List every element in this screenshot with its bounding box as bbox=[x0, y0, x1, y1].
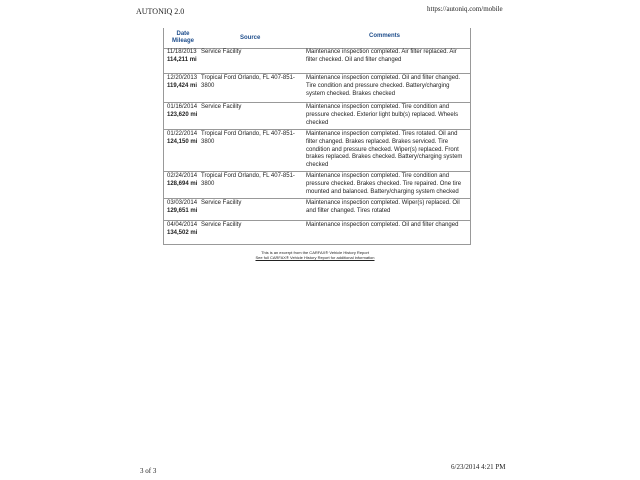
comments-header: Comments bbox=[369, 33, 401, 39]
date-cell: 12/20/2013 119,424 mi bbox=[167, 75, 198, 89]
date-mileage-header bbox=[168, 31, 198, 45]
source-header: Source bbox=[240, 35, 261, 41]
source-cell: Tropical Ford Orlando, FL 407-851-3800 bbox=[201, 75, 295, 89]
table-row bbox=[164, 74, 470, 103]
excerpt-text: This is an excerpt from the CARFAX® Vehicle History Report bbox=[261, 250, 369, 255]
mileage-header: Mileage bbox=[171, 38, 194, 44]
comments-cell: Maintenance inspection completed. Wiper(s) replaced. Oil and filter changed. Tires rotated bbox=[306, 200, 460, 214]
date-cell: 04/04/2014 134,502 mi bbox=[167, 222, 198, 236]
comments-cell: Maintenance inspection completed. Oil and filter changed. Tire condition and pressure checked. Battery/charging system checked. Brakes checked bbox=[306, 75, 461, 97]
table-row bbox=[164, 199, 470, 221]
comments-cell: Maintenance inspection completed. Tire condition and pressure checked. Exterior light bulb(s) replaced. Wheels checked bbox=[306, 104, 459, 126]
date-cell: 02/24/2014 128,694 mi bbox=[167, 173, 198, 187]
header-url: https://autoniq.com/mobile bbox=[427, 5, 503, 13]
date-header: Date bbox=[176, 31, 190, 37]
source-cell: Service Facility bbox=[201, 49, 242, 55]
print-timestamp: 6/23/2014 4:21 PM bbox=[451, 463, 506, 471]
source-cell: Service Facility bbox=[201, 104, 242, 110]
page-number: 3 of 3 bbox=[140, 467, 157, 475]
comments-cell: Maintenance inspection completed. Tire condition and pressure checked. Brakes checked. Tire repaired. One tire mounted and balanced. Battery/charging system checked bbox=[306, 173, 462, 195]
service-history-table bbox=[163, 28, 471, 245]
source-cell: Service Facility bbox=[201, 222, 242, 228]
source-cell: Tropical Ford Orlando, FL 407-851-3800 bbox=[201, 131, 295, 145]
comments-cell: Maintenance inspection completed. Tires rotated. Oil and filter changed. Brakes replaced. Brakes serviced. Tire condition and pressure checked. Wiper(s) replaced. Front brakes replaced. Brakes checked. Battery/charging system checked bbox=[306, 131, 463, 169]
date-cell: 11/18/2013 114,211 mi bbox=[167, 49, 197, 63]
date-cell: 01/22/2014 124,150 mi bbox=[167, 131, 198, 145]
carfax-excerpt-note bbox=[230, 250, 400, 260]
date-cell: 01/16/2014 123,620 mi bbox=[167, 104, 198, 118]
source-cell: Service Facility bbox=[201, 200, 242, 206]
full-report-link[interactable]: See full CARFAX® Vehicle History Report for additional information bbox=[255, 255, 375, 260]
table-row bbox=[164, 221, 470, 243]
comments-cell: Maintenance inspection completed. Oil and filter changed bbox=[306, 222, 459, 228]
table-row bbox=[164, 172, 470, 199]
table-row bbox=[164, 130, 470, 172]
comments-cell: Maintenance inspection completed. Air filter replaced. Air filter checked. Oil and filter changed bbox=[306, 49, 457, 63]
table-header bbox=[164, 28, 470, 49]
date-cell: 03/03/2014 129,651 mi bbox=[167, 200, 198, 214]
header-left-title: AUTONIQ 2.0 bbox=[136, 7, 185, 16]
source-cell: Tropical Ford Orlando, FL 407-851-3800 bbox=[201, 173, 295, 187]
table-row bbox=[164, 48, 470, 74]
table-row bbox=[164, 103, 470, 130]
